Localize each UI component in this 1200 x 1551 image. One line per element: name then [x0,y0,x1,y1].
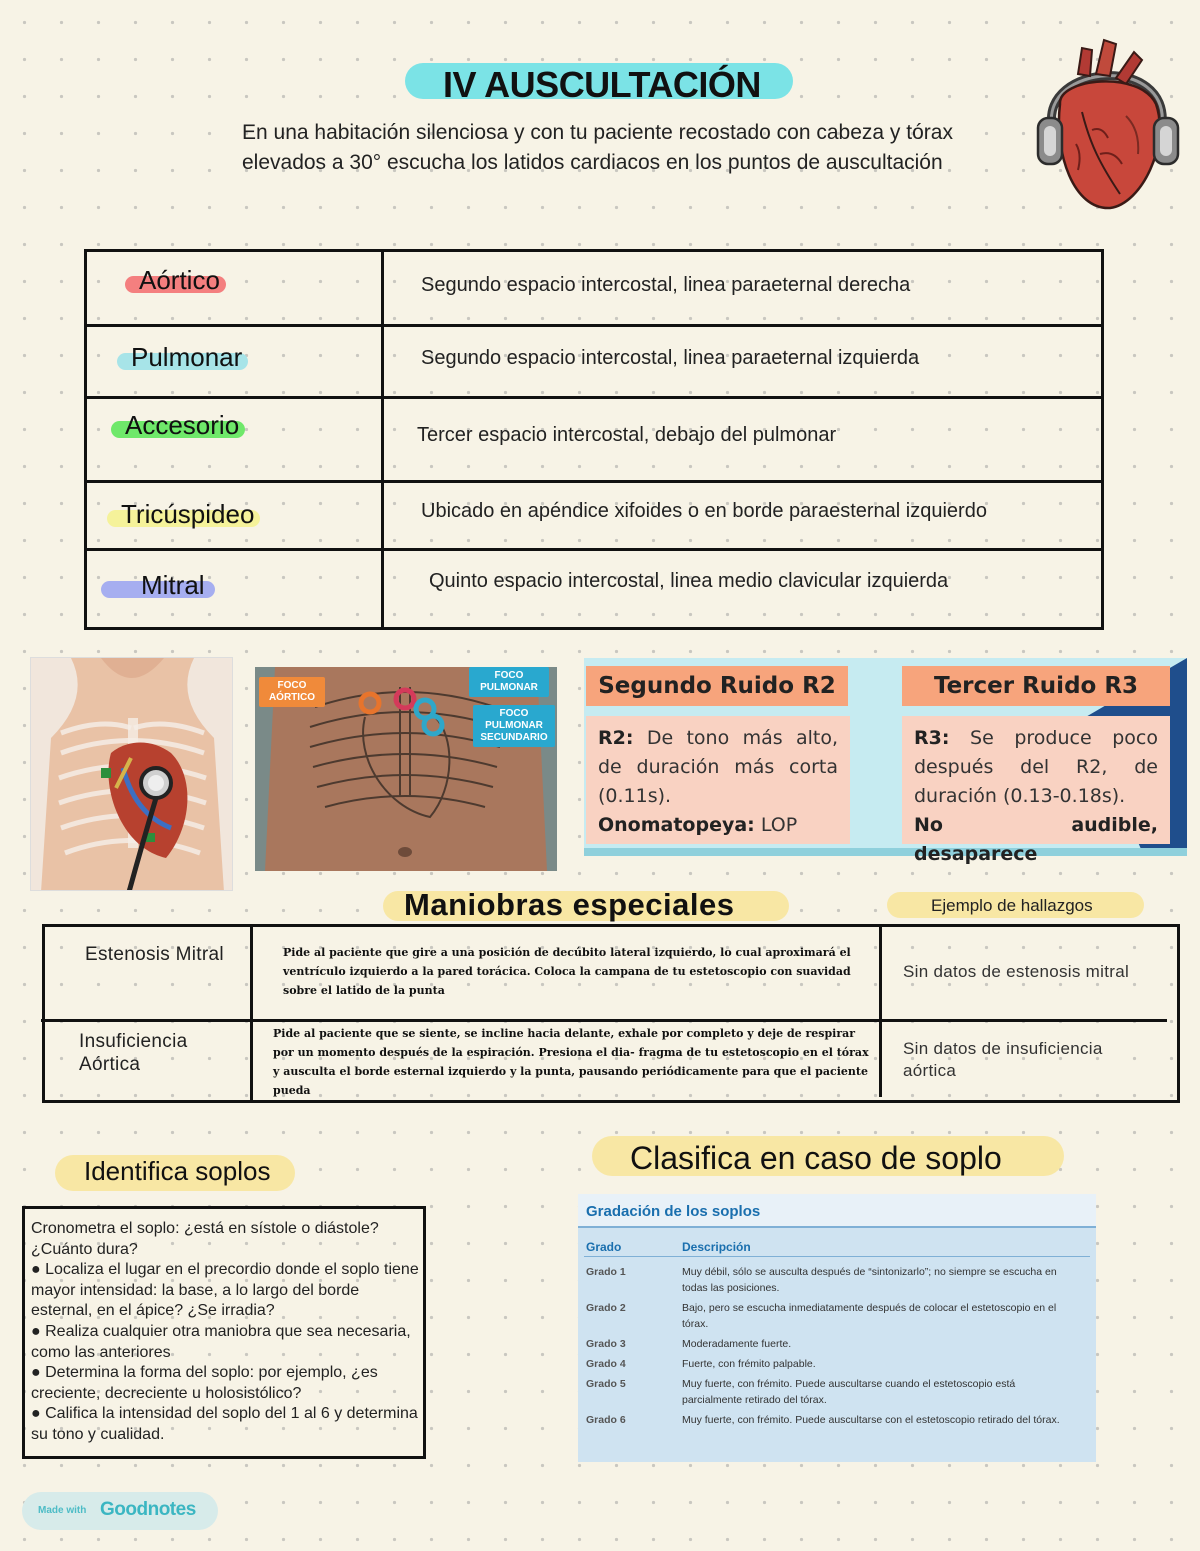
torso-stethoscope-image [30,657,233,891]
intro-text: En una habitación silenciosa y con tu paciente recostado con cabeza y tórax elevados a 30° escucha los latidos cardiacos en los puntos de auscultación [242,121,953,174]
grade-description: Muy fuerte, con frémito. Puede auscultarse cuando el estetoscopio está parcialmente retirado del tórax. [682,1378,1016,1406]
heart-sounds-panel [584,658,1187,865]
grade-label: Grado 4 [586,1358,626,1370]
point-description: Tercer espacio intercostal, debajo del pulmonar [417,424,837,446]
point-name: Pulmonar [131,342,242,373]
column-header-grade: Grado [586,1240,622,1254]
foco-pulmonar-secundario-tag: FOCO PULMONAR SECUNDARIO [473,705,555,747]
grade-label: Grado 3 [586,1338,626,1350]
header-rule [584,1256,1090,1257]
maneuver-name: Estenosis Mitral [85,944,224,965]
point-name: Aórtico [139,265,220,296]
identify-intro: Cronometra el soplo: ¿está en sístole o diástole? ¿Cuánto dura? [31,1220,379,1258]
foco-aortico-tag: FOCO AÓRTICO [259,677,325,707]
bullet-icon: ● [31,1261,41,1279]
foco-pulmonar-tag: FOCO PULMONAR [469,667,549,697]
classify-title: Clasifica en caso de soplo [630,1140,1002,1176]
chest-foci-image [255,667,557,871]
maneuver-description: Pide al paciente que gire a una posición de decúbito lateral izquierdo, lo cual aproximará el ventrículo izquierdo a la pared torácica. Coloca la campana de tu estetoscopio con suavidad sobre el latido de la punta [283,946,851,997]
r2-title: Segundo Ruido R2 [586,666,848,706]
maneuvers-table [42,924,1180,1103]
table-row [45,927,1180,1019]
grade-label: Grado 1 [586,1266,626,1278]
table-row [45,1022,1180,1102]
point-description: Quinto espacio intercostal, linea medio clavicular izquierda [429,570,949,592]
grade-description: Muy débil, sólo se ausculta después de “sintonizarlo”; no siempre se escucha en todas las posiciones. [682,1266,1057,1294]
goodnotes-logo: Goodnotes [100,1499,196,1520]
examples-title: Ejemplo de hallazgos [931,896,1093,915]
table-row [87,399,1104,483]
r2-description: R2: De tono más alto, de duración más corta (0.11s). Onomatopeya: LOP [586,716,850,844]
maneuver-result: Sin datos de estenosis mitral [903,962,1130,981]
grading-table-header [578,1194,1096,1228]
column-header-description: Descripción [682,1240,751,1254]
point-description: Segundo espacio intercostal, linea paraeternal derecha [421,274,911,296]
grade-label: Grado 5 [586,1378,626,1390]
r3-title: Tercer Ruido R3 [902,666,1170,706]
list-item: ● Realiza cualquier otra maniobra que sea necesaria, como las anteriores [31,1322,411,1361]
table-row [87,483,1104,551]
point-name: Tricúspideo [121,499,254,530]
murmur-grading-table [578,1194,1096,1462]
maneuver-description: Pide al paciente que se siente, se incline hacia delante, exhale por completo y deje de respirar por un momento después de la espiración. Presiona el dia- fragma de tu estetoscopio en el tórax y ausculta el borde esternal izquierdo y la punta, pausando periódicamente para que el paciente pueda [273,1027,869,1097]
auscultation-points-table [84,249,1104,630]
identify-title: Identifica soplos [84,1156,271,1186]
list-item: ● Determina la forma del soplo: por ejemplo, ¿es creciente, decreciente u holosistólico? [31,1364,378,1402]
point-description: Segundo espacio intercostal, linea paraeternal izquierda [421,347,920,369]
page-title: IV AUSCULTACIÓN [443,64,761,105]
bullet-icon: ● [31,1322,41,1340]
table-row [87,551,1104,627]
bullet-icon: ● [31,1405,41,1423]
grade-label: Grado 2 [586,1302,626,1314]
made-with-label: Made with [38,1505,87,1516]
grade-label: Grado 6 [586,1414,626,1426]
point-name: Mitral [141,570,205,601]
grade-description: Bajo, pero se escucha inmediatamente después de colocar el estetoscopio en el tórax. [682,1302,1057,1330]
bullet-icon: ● [31,1364,41,1382]
maneuver-name: Insuficiencia Aórtica [79,1031,188,1075]
point-description: Ubicado en apéndice xifoides o en borde paraesternal izquierdo [421,500,987,522]
identify-steps-box [22,1206,426,1459]
maneuver-result: Sin datos de insuficiencia aórtica [903,1039,1103,1080]
grade-description: Muy fuerte, con frémito. Puede auscultarse con el estetoscopio retirado del tórax. [682,1414,1060,1426]
grade-description: Moderadamente fuerte. [682,1338,792,1350]
list-item: ● Califica la intensidad del soplo del 1 al 6 y determina su tono y cualidad. [31,1405,418,1443]
point-name: Accesorio [125,410,239,441]
table-row [87,327,1104,399]
list-item: ● Localiza el lugar en el precordio donde el soplo tiene mayor intensidad: la base, a lo largo del borde esternal, en el ápice? ¿Se irradia? [31,1261,419,1320]
r3-description: R3: Se produce poco después del R2, de duración (0.13-0.18s). No audible, desaparece [902,716,1170,844]
heart-headphones-illustration [1030,34,1182,212]
table-row [87,252,1104,327]
maneuvers-title: Maniobras especiales [404,887,735,922]
grading-table-title: Gradación de los soplos [586,1203,761,1220]
grade-description: Fuerte, con frémito palpable. [682,1358,816,1370]
